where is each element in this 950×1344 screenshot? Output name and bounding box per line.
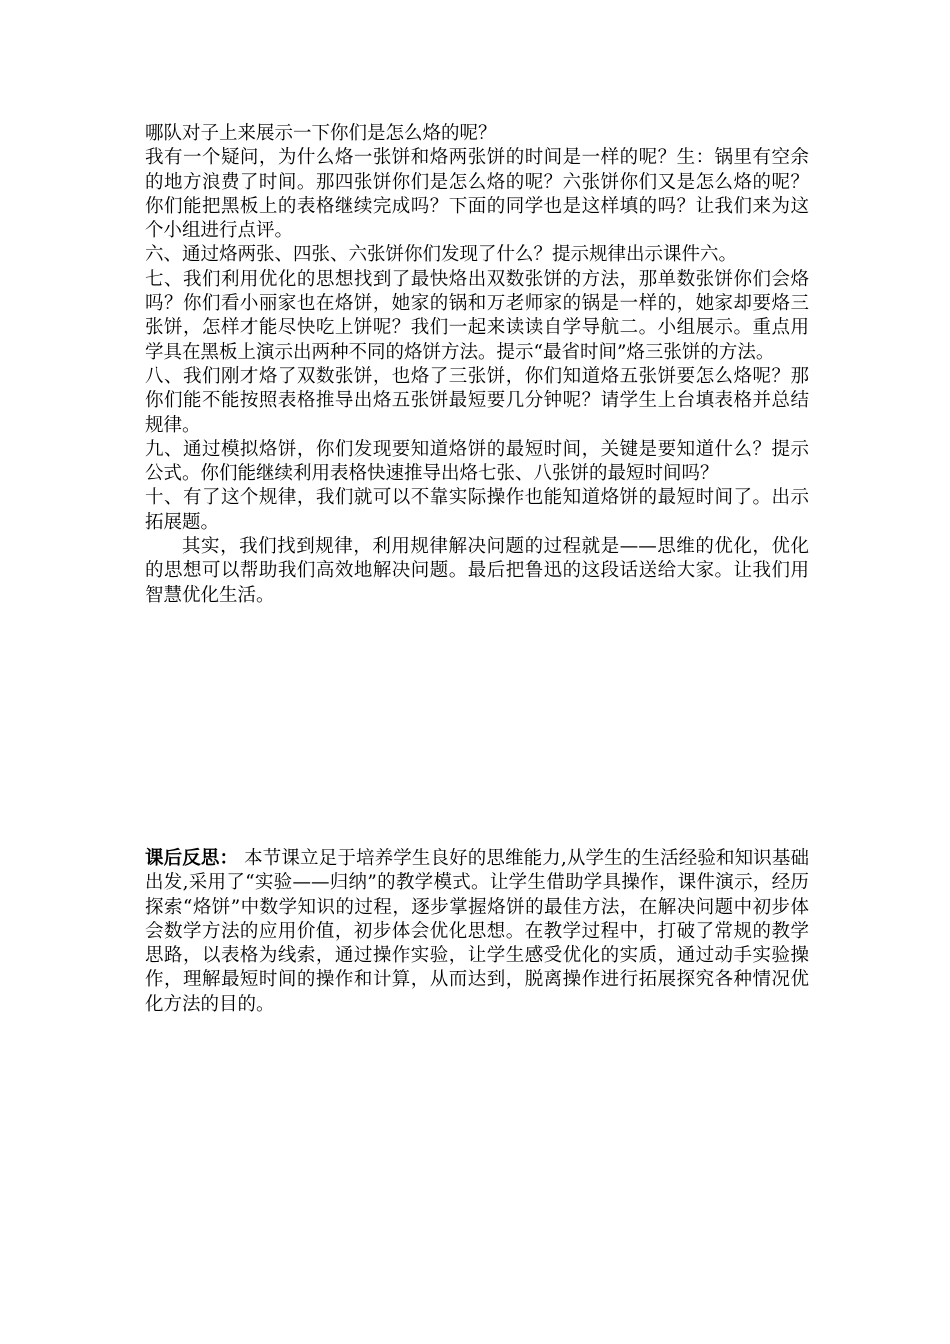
lesson-step: 我有一个疑问，为什么烙一张饼和烙两张饼的时间是一样的呢？生：锅里有空余的地方浪费了时间。那四张饼你们是怎么烙的呢？六张饼你们又是怎么烙的呢？你们能把黑板上的表格继续完成吗？下面的同学也是这样填的吗？让我们来为这个小组进行点评。 xyxy=(145,147,809,242)
lesson-step: 六、通过烙两张、四张、六张饼你们发现了什么？提示规律出示课件六。 xyxy=(145,244,738,266)
lesson-process-text xyxy=(145,122,809,608)
summary-paragraph: 其实，我们找到规律，利用规律解决问题的过程就是——思维的优化，优化的思想可以帮助我们高效地解决问题。最后把鲁迅的这段话送给大家。让我们用智慧优化生活。 xyxy=(145,536,809,606)
reflection-label: 课后反思： xyxy=(145,848,239,869)
lesson-step: 十、有了这个规律，我们就可以不靠实际操作也能知道烙饼的最短时间了。出示拓展题。 xyxy=(145,487,809,533)
lesson-step: 哪队对子上来展示一下你们是怎么烙的呢？ xyxy=(145,123,497,144)
reflection-section xyxy=(145,847,809,1017)
reflection-paragraph xyxy=(145,847,809,1017)
lesson-step: 九、通过模拟烙饼，你们发现要知道烙饼的最短时间，关键是要知道什么？提示公式。你们能继续利用表格快速推导出烙七张、八张饼的最短时间吗？ xyxy=(145,438,809,485)
lesson-step: 八、我们刚才烙了双数张饼，也烙了三张饼，你们知道烙五张饼要怎么烙呢？那你们能不能按照表格推导出烙五张饼最短要几分钟呢？请学生上台填表格并总结规律。 xyxy=(145,365,809,436)
lesson-step: 七、我们利用优化的思想找到了最快烙出双数张饼的方法，那单数张饼你们会烙吗？你们看小丽家也在烙饼，她家的锅和万老师家的锅是一样的，她家却要烙三张饼，怎样才能尽快吃上饼呢？我们一起来读读自学导航二。小组展示。重点用学具在黑板上演示出两种不同的烙饼方法。提示“最省时间”烙三张饼的方法。 xyxy=(145,268,809,363)
reflection-text: 本节课立足于培养学生良好的思维能力,从学生的生活经验和知识基础出发,采用了“实验——归纳”的教学模式。让学生借助学具操作，课件演示，经历探索“烙饼”中数学知识的过程，逐步掌握烙饼的最佳方法，在解决问题中初步体会数学方法的应用价值，初步体会优化思想。在教学过程中，打破了常规的教学思路，以表格为线索，通过操作实验，让学生感受优化的实质，通过动手实验操作，理解最短时间的操作和计算，从而达到，脱离操作进行拓展探究各种情况优化方法的目的。 xyxy=(145,848,809,1015)
